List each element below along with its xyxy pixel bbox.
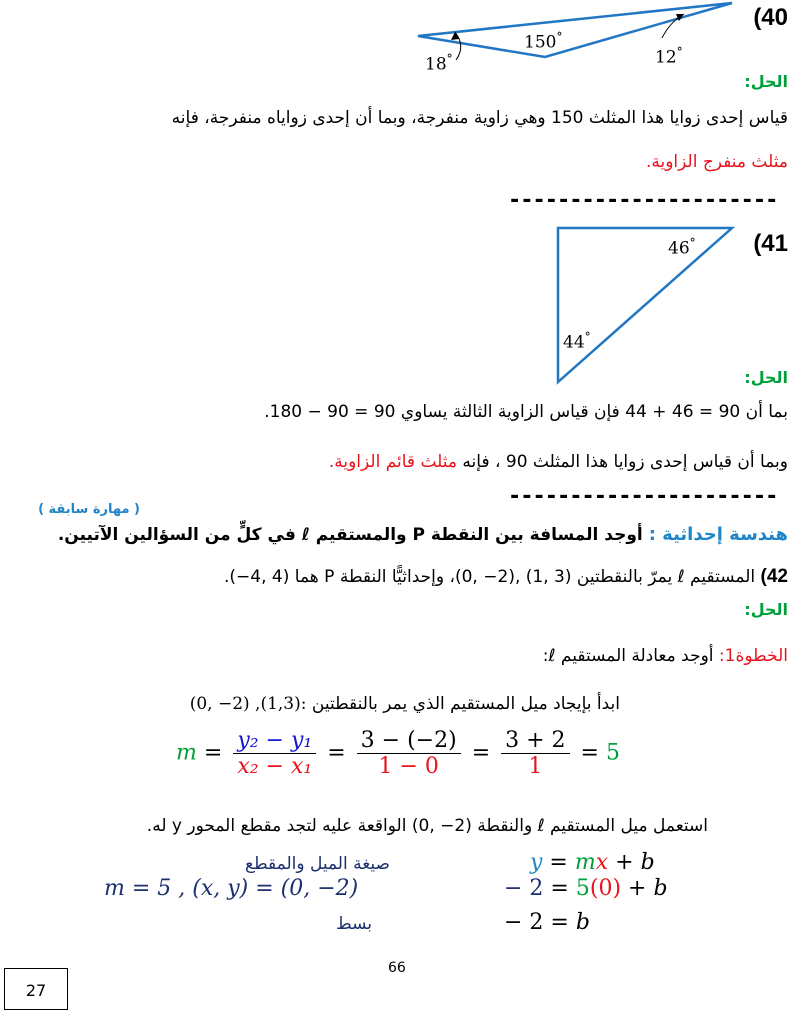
q40-solution-line-1: قياس إحدى زوايا هذا المثلث 150 وهي زاوية منفرجة، وبما أن إحدى زواياه منفرجة، فإنه [171, 108, 788, 128]
solution-label-41: الحل: [744, 368, 788, 387]
step1-label: الخطوة1: [718, 646, 788, 666]
slope-fraction-simplified: $\frac{3 + 2}{1}$ [501, 728, 569, 779]
question-number-41: (41 [753, 230, 788, 257]
section-title: هندسة إحداثية : [648, 524, 788, 545]
page-box: 27 [4, 968, 68, 1010]
question-number-40: (40 [753, 4, 788, 31]
intercept-intro: استعمل ميل المستقيم ℓ والنقطة (2− ,0) الواقعة عليه لتجد مقطع المحور y له. [146, 816, 708, 836]
step1-line [543, 646, 788, 666]
slope-m: m [176, 740, 197, 766]
slope-fraction-general: $\frac{\text{y₂ − y₁}}{\text{x₂ − x₁}}$ [233, 728, 316, 779]
slope-points: (0, −2) ,(1,3): [189, 694, 307, 714]
q41-solution-line-2: وبما أن قياس إحدى زوايا هذا المثلث 90 ، فإنه مثلث قائم الزاوية. [328, 452, 788, 472]
angle-label-12: 12° [655, 45, 683, 68]
prior-skill-badge: ( مهارة سابقة ) [38, 502, 140, 517]
obtuse-triangle [418, 3, 732, 57]
simplify-label: بسط [335, 914, 372, 934]
solution-label-42: الحل: [744, 600, 788, 619]
slope-intercept-equation: y = mx + b [530, 850, 655, 875]
q42-statement-line [224, 566, 788, 588]
q42-statement: المستقيم ℓ يمرّ بالنقطتين (3 ,1) ,(2− ,0)، وإحداثيًّا النقطة P هما (4 ,4−). [224, 567, 756, 587]
step1-text: أوجد معادلة المستقيم ℓ: [542, 646, 714, 666]
slope-fraction-substituted: $\frac{3 - (-2)}{1 - 0}$ [357, 728, 461, 779]
right-triangle-figure [550, 222, 740, 388]
section-instruction: أوجد المسافة بين النقطة P والمستقيم ℓ في كلٍّ من السؤالين الآتيين. [57, 525, 643, 545]
angle-label-44: 44° [563, 330, 591, 353]
q41-conclusion: مثلث قائم الزاوية. [328, 452, 458, 472]
substitution-label: m = 5 , (x, y) = (0, −2) [104, 876, 359, 901]
q40-conclusion: مثلث منفرج الزاوية. [645, 152, 788, 172]
slope-formula: m = $\frac{\text{y₂ − y₁}}{\text{x₂ − x₁}}$ = $\frac{3 - (-2)}{1 - 0}$ = $\frac{3 + 2}{1}$ = 5 [176, 728, 620, 779]
angle-label-46: 46° [668, 236, 696, 259]
angle-label-150: 150° [524, 30, 563, 53]
q41-solution-line-1: بما أن 90 = 46 + 44 فإن قياس الزاوية الثالثة يساوي 90 = 90 − 180. [264, 402, 788, 422]
separator-2: ---------------------- [508, 484, 778, 509]
intercept-result: − 2 = b [504, 910, 590, 935]
slope-intercept-label: صيغة الميل والمقطع [245, 854, 390, 874]
section-header [58, 524, 788, 545]
right-triangle [558, 228, 732, 382]
slope-intro-line [190, 694, 620, 714]
substitution-equation: − 2 = 5(0) + b [504, 876, 668, 901]
separator-1: ---------------------- [508, 188, 778, 213]
slope-result: 5 [605, 740, 620, 766]
question-number-42: 42) [760, 566, 788, 587]
page-number: 66 [388, 960, 406, 976]
slope-intro: ابدأ بإيجاد ميل المستقيم الذي يمر بالنقطتين [311, 694, 620, 714]
solution-label-40: الحل: [744, 72, 788, 91]
angle-label-18: 18° [425, 52, 453, 75]
